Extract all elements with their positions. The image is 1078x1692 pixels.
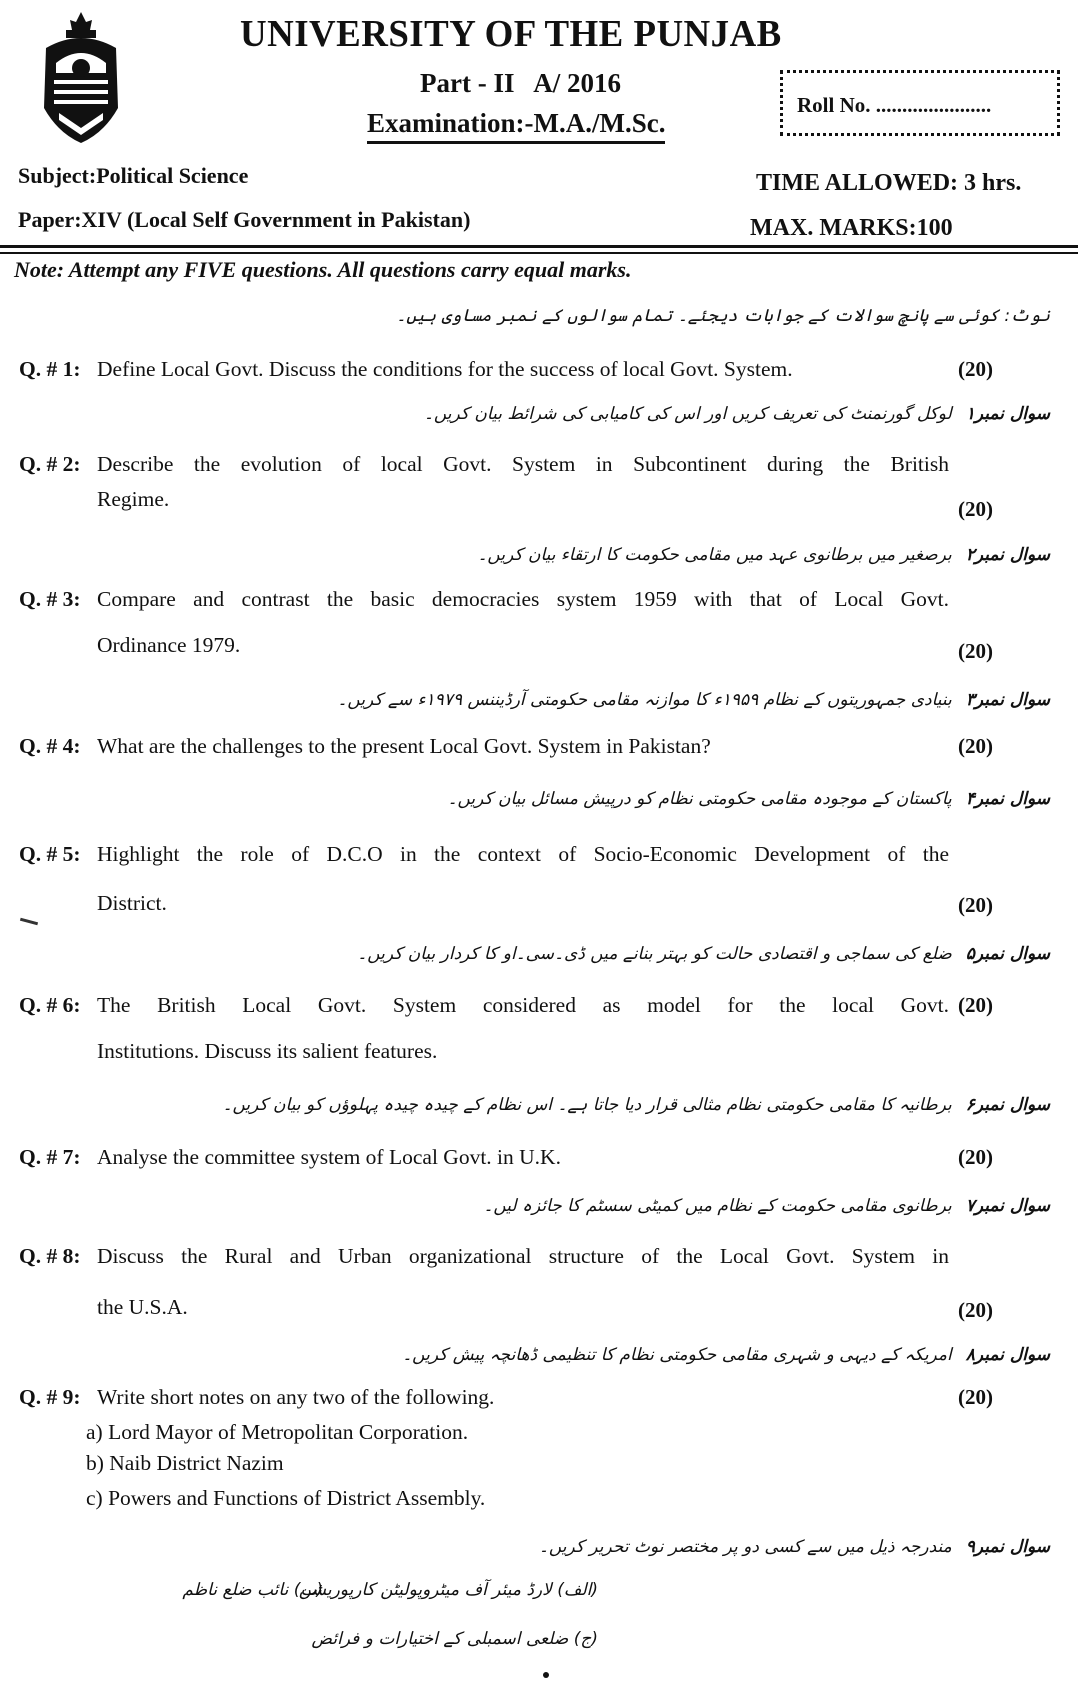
question-text: Discuss the Rural and Urban organizational structure of the Local Govt. System in bbox=[97, 1244, 949, 1268]
question-text: c) Powers and Functions of District Assembly. bbox=[86, 1486, 486, 1510]
question-label: Q. # 4: bbox=[19, 734, 81, 758]
time-allowed: TIME ALLOWED: 3 hrs. bbox=[756, 170, 1022, 196]
question-urdu bbox=[402, 1344, 1050, 1365]
question-urdu-text: لوکل گورنمنٹ کی تعریف کریں اور اس کی کامیابی کی شرائط بیان کریں۔ bbox=[423, 404, 952, 424]
instructions-note: Note: Attempt any FIVE questions. All questions carry equal marks. bbox=[14, 257, 632, 282]
question-text: The British Local Govt. System considered as model for the local Govt. bbox=[97, 993, 949, 1017]
question-marks: (20) bbox=[958, 357, 993, 381]
question-urdu-label: سوال نمبر۹ bbox=[965, 1537, 1050, 1557]
question-urdu-label: سوال نمبر۵ bbox=[965, 944, 1050, 964]
question-urdu bbox=[424, 403, 1050, 424]
scan-mark bbox=[20, 918, 38, 926]
question-urdu-text: برصغیر میں برطانوی عہد میں مقامی حکومت کا ارتقاء بیان کریں۔ bbox=[477, 545, 952, 565]
question-urdu-label: سوال نمبر۸ bbox=[965, 1345, 1050, 1365]
question-label: Q. # 1: bbox=[19, 357, 81, 381]
question-text: Compare and contrast the basic democracies system 1959 with that of Local Govt. bbox=[97, 587, 949, 611]
instructions-note-urdu: نوٹ: کوئی سے پانچ سوالات کے جوابات دیجئے۔ تمام سوالوں کے نمبر مساوی ہیں۔ bbox=[396, 306, 1050, 326]
question-urdu-label: سوال نمبر۴ bbox=[965, 789, 1050, 809]
question-urdu-label: سوال نمبر۲ bbox=[965, 545, 1050, 565]
question-text: Write short notes on any two of the following. bbox=[97, 1385, 495, 1409]
question-label: Q. # 8: bbox=[19, 1244, 81, 1268]
question-text: b) Naib District Nazim bbox=[86, 1451, 284, 1475]
question-urdu-item: (الف) لارڈ میئر آف میٹروپولیٹن کارپوریشن bbox=[298, 1580, 598, 1600]
question-urdu bbox=[539, 1536, 1050, 1557]
question-label: Q. # 5: bbox=[19, 842, 81, 866]
question-urdu-item: (ج) ضلعی اسمبلی کے اختیارات و فرائض bbox=[311, 1629, 598, 1649]
question-text: Ordinance 1979. bbox=[97, 633, 241, 657]
question-urdu-label: سوال نمبر۶ bbox=[965, 1095, 1050, 1115]
question-text: Highlight the role of D.C.O in the context of Socio-Economic Development of the bbox=[97, 842, 949, 866]
question-text: the U.S.A. bbox=[97, 1295, 188, 1319]
question-urdu-text: ضلع کی سماجی و اقتصادی حالت کو بہتر بنانے میں ڈی۔سی۔او کا کردار بیان کریں۔ bbox=[357, 944, 952, 964]
question-marks: (20) bbox=[958, 1145, 993, 1169]
question-urdu-label: سوال نمبر۷ bbox=[965, 1196, 1050, 1216]
question-marks: (20) bbox=[958, 734, 993, 758]
question-text: Analyse the committee system of Local Govt. in U.K. bbox=[97, 1145, 561, 1169]
roll-number-box[interactable] bbox=[780, 70, 1060, 136]
subject: Subject:Political Science bbox=[18, 163, 249, 188]
examination-title: Examination:-M.A./M.Sc. bbox=[367, 108, 665, 144]
question-urdu-text: بنیادی جمہوریتوں کے نظام ۱۹۵۹ء کا موازنہ مقامی حکومتی آرڈیننس ۱۹۷۹ء سے کریں۔ bbox=[337, 690, 952, 710]
question-marks: (20) bbox=[958, 497, 993, 521]
question-urdu bbox=[477, 544, 1050, 565]
university-crest-logo bbox=[34, 8, 129, 153]
question-text: District. bbox=[97, 891, 167, 915]
question-label: Q. # 2: bbox=[19, 452, 81, 476]
question-marks: (20) bbox=[958, 639, 993, 663]
question-urdu-text: برطانوی مقامی حکومت کے نظام میں کمیٹی سسٹم کا جائزہ لیں۔ bbox=[483, 1196, 952, 1216]
divider bbox=[0, 252, 1078, 254]
question-urdu bbox=[483, 1195, 1050, 1216]
question-urdu-item: (ب) نائب ضلع ناظم bbox=[182, 1580, 323, 1600]
question-urdu bbox=[447, 788, 1050, 809]
question-marks: (20) bbox=[958, 993, 993, 1017]
question-text: a) Lord Mayor of Metropolitan Corporation. bbox=[86, 1420, 469, 1444]
question-text: What are the challenges to the present Local Govt. System in Pakistan? bbox=[97, 734, 711, 758]
question-urdu bbox=[223, 1094, 1050, 1115]
question-label: Q. # 3: bbox=[19, 587, 81, 611]
part-year: Part - II A/ 2016 bbox=[420, 68, 621, 98]
university-title: UNIVERSITY OF THE PUNJAB bbox=[240, 13, 782, 55]
question-urdu bbox=[357, 943, 1050, 964]
question-marks: (20) bbox=[958, 1385, 993, 1409]
question-marks: (20) bbox=[958, 1298, 993, 1322]
question-label: Q. # 9: bbox=[19, 1385, 81, 1409]
paper: Paper:XIV (Local Self Government in Pakistan) bbox=[18, 207, 471, 232]
max-marks: MAX. MARKS:100 bbox=[750, 215, 953, 241]
question-text: Define Local Govt. Discuss the conditions for the success of local Govt. System. bbox=[97, 357, 793, 381]
question-text: Describe the evolution of local Govt. System in Subcontinent during the British bbox=[97, 452, 949, 476]
question-text: Regime. bbox=[97, 487, 170, 511]
roll-number-label: Roll No. ...................... bbox=[797, 93, 992, 117]
question-urdu-text: مندرجہ ذیل میں سے کسی دو پر مختصر نوٹ تحریر کریں۔ bbox=[538, 1537, 952, 1557]
dot-mark bbox=[543, 1672, 549, 1678]
question-label: Q. # 7: bbox=[19, 1145, 81, 1169]
question-marks: (20) bbox=[958, 893, 993, 917]
question-urdu-text: پاکستان کے موجودہ مقامی حکومتی نظام کو درپیش مسائل بیان کریں۔ bbox=[447, 789, 952, 809]
divider bbox=[0, 245, 1078, 248]
question-urdu-text: امریکہ کے دیہی و شہری مقامی حکومتی نظام کا تنظیمی ڈھانچہ پیش کریں۔ bbox=[402, 1345, 952, 1365]
question-urdu-text: برطانیہ کا مقامی حکومتی نظام مثالی قرار دیا جاتا ہے۔ اس نظام کے چیدہ چیدہ پہلوؤں کو بیان کریں۔ bbox=[222, 1095, 952, 1115]
question-urdu-label: سوال نمبر۳ bbox=[965, 690, 1050, 710]
question-urdu-label: سوال نمبر۱ bbox=[965, 404, 1050, 424]
question-label: Q. # 6: bbox=[19, 993, 81, 1017]
question-text: Institutions. Discuss its salient features. bbox=[97, 1039, 438, 1063]
question-urdu bbox=[337, 689, 1050, 710]
